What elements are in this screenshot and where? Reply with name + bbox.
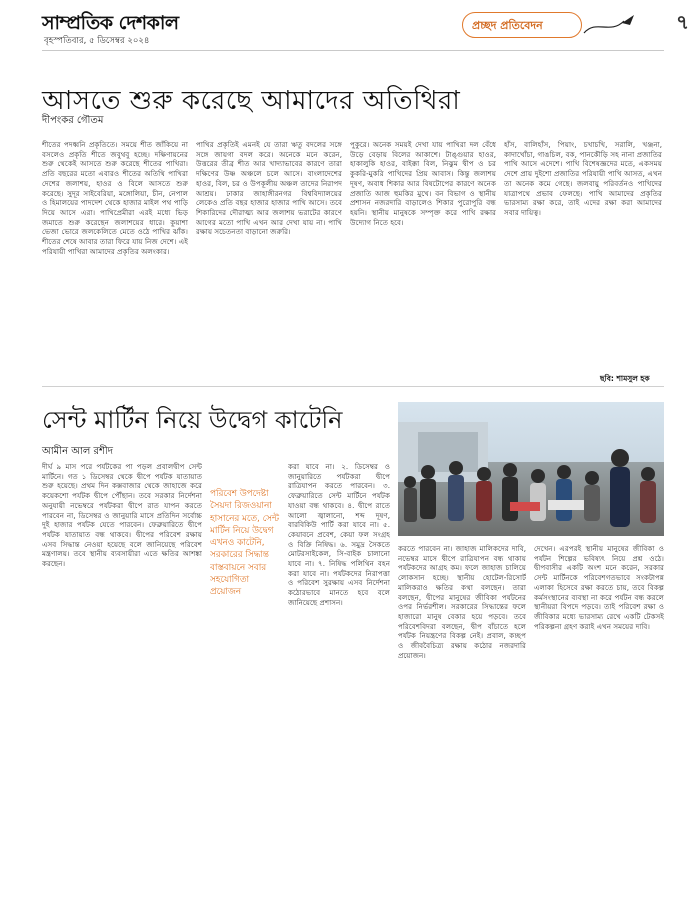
article1-byline: দীপংকর গৌতম: [42, 115, 104, 126]
article1-col3-text: পুকুরে। অনেক সময়ই দেখা যায় পাখিরা দল বেঁধে উড়ে বেড়ায় বিলের আকাশে। টাঙ্গুয়ার হাওর, হাকালুকি হাওর, বাইক্কা বিল, নিঝুম দ্বীপ ও চর কুকরি-মুকরি পাখিদের প্রিয় আবাস। কিন্তু জলাশয় দূষণ, অবাধ শিকার আর বিষটোপের কারণে অনেক প্রজাতি আজ হুমকির মুখে। বন বিভাগ ও স্থানীয় প্রশাসন নজরদারি বাড়ালেও শিকার পুরোপুরি বন্ধ হয়নি। স্থানীয় মানুষকে সম্পৃক্ত করে পাখি রক্ষার উদ্যোগ নিতে হবে।: [350, 140, 496, 227]
article2-col3-text: করতে পারবেন না। জাহাজ মালিকদের দাবি, নভেম্বর মাসে দ্বীপে রাত্রিযাপন বন্ধ থাকায় পর্যটকদের আগ্রহ কম। ফলে জাহাজ চালিয়ে লোকসান হচ্ছে। স্থানীয় হোটেল-রিসোর্ট মালিকরাও ক্ষতির কথা বলছেন। তারা বলছেন, দ্বীপের মানুষের জীবিকা পর্যটনের ওপর নির্ভরশীল। সরকারের সিদ্ধান্তের ফলে হাজারো মানুষ বেকার হয়ে পড়বে। তবে পরিবেশবিদরা বলছেন, দ্বীপ বাঁচাতে হলে পর্যটক নিয়ন্ত্রণের বিকল্প নেই। প্রবাল, কচ্ছপ ও জীববৈচিত্র্য রক্ষায় কঠোর নজরদারি প্রয়োজন।: [398, 544, 526, 660]
section-label: প্রচ্ছদ প্রতিবেদন: [472, 19, 543, 32]
page-header: [0, 0, 700, 55]
article2-byline: আমীন আল রশীদ: [42, 446, 114, 457]
article2-column-4: [534, 544, 664, 902]
crowd-photo-illustration: [398, 402, 664, 536]
article2-column-1: [42, 462, 202, 902]
newspaper-brand: সাম্প্রতিক দেশকাল: [42, 12, 179, 34]
article1-column-4: [504, 140, 662, 370]
article1-col4-text: হাঁস, বালিহাঁস, পিয়াং, চখাচখি, সরালি, খঞ্জনা, কাদাখোঁচা, গাঙচিল, বক, পানকৌড়ি সহ নানা প্রজাতির পাখি আসে এদেশে। পাখি বিশেষজ্ঞদের মতে, একসময় দেশে প্রায় দুইশো প্রজাতির পরিযায়ী পাখি আসত, এখন তা অনেক কমে গেছে। জলবায়ু পরিবর্তনও পাখিদের যাত্রাপথে প্রভাব ফেলছে। পাখি আমাদের প্রকৃতির ভারসাম্য রক্ষা করে, তাই এদের রক্ষা করা আমাদের সবার দায়িত্ব।: [504, 140, 662, 217]
dateline: বৃহস্পতিবার, ৫ ডিসেম্বর ২০২৪: [44, 36, 150, 46]
pull-quote: পরিবেশ উপদেষ্টা সৈয়দা রিজওয়ানা হাসানের মতে, সেন্ট মার্টিন নিয়ে উদ্বেগ এখনও কাটেনি, সরকারের সিদ্ধান্ত বাস্তবায়নে সবার সহযোগিতা প্রয়োজন: [210, 489, 279, 598]
article1-col2-text: পাখির প্রকৃতিই এমনই যে তারা ঋতু বদলের সঙ্গে সঙ্গে জায়গা বদল করে। অনেকে মনে করেন, উত্তরের তীব্র শীত আর খাদ্যাভাবের কারণে তারা দক্ষিণের উষ্ণ অঞ্চলে চলে আসে। বাংলাদেশের হাওর, বিল, চর ও উপকূলীয় অঞ্চল তাদের নিরাপদ আশ্রয়। ঢাকার জাহাঙ্গীরনগর বিশ্ববিদ্যালয়ের লেকেও প্রতি বছর হাজার হাজার পাখি আসে। তবে শিকারিদের দৌরাত্ম্য আর জলাশয় ভরাটের কারণে আগের মতো পাখি এখন আর দেখা যায় না। পাখি রক্ষায় সচেতনতা বাড়ানো জরুরি।: [196, 140, 342, 237]
article1-headline: আসতে শুরু করেছে আমাদের অতিথিরা: [42, 86, 461, 116]
article1-column-1: [42, 140, 188, 380]
page-number: ৭: [676, 10, 690, 34]
article2-headline: সেন্ট মার্টিন নিয়ে উদ্বেগ কাটেনি: [42, 406, 343, 434]
article1-column-3: [350, 140, 496, 380]
article2-col1-text: দীর্ঘ ৯ মাস পরে পর্যটকের পা পড়ল প্রবালদ্বীপ সেন্ট মার্টিনে। গত ১ ডিসেম্বর থেকে দ্বীপে পর্যটক যাতায়াত শুরু হয়েছে। প্রথম দিন কক্সবাজার থেকে জাহাজে করে কয়েকশো পর্যটক দ্বীপে পৌঁছান। তবে সরকার নির্দেশনা অনুযায়ী নভেম্বরে পর্যটকরা দ্বীপে রাত যাপন করতে পারবেন না, ডিসেম্বর ও জানুয়ারি মাসে প্রতিদিন সর্বোচ্চ দুই হাজার পর্যটক যেতে পারবেন। ফেব্রুয়ারিতে দ্বীপে পর্যটক যাতায়াত বন্ধ থাকবে। দ্বীপের পরিবেশ রক্ষায় এসব সিদ্ধান্ত নেওয়া হয়েছে বলে জানিয়েছে পরিবেশ মন্ত্রণালয়। তবে স্থানীয় ব্যবসায়ীরা এতে ক্ষতির আশঙ্কা করছেন।: [42, 462, 202, 569]
article2-col4-text: দেখেন। এরপরই স্থানীয় মানুষের জীবিকা ও পর্যটন শিল্পের ভবিষ্যৎ নিয়ে প্রশ্ন ওঠে। দ্বীপবাসীর একটি অংশ মনে করেন, সরকার সেন্ট মার্টিনকে পরিবেশগতভাবে সংকটাপন্ন এলাকা হিসেবে রক্ষা করতে চায়, তবে বিকল্প কর্মসংস্থানের ব্যবস্থা না করে পর্যটন বন্ধ করলে স্থানীয়রা বিপদে পড়বে। তাই পরিবেশ রক্ষা ও জীবিকার মধ্যে ভারসাম্য রেখে একটি টেকসই পরিকল্পনা গ্রহণ করাই এখন সময়ের দাবি।: [534, 544, 664, 631]
article2-column-2: [288, 462, 390, 902]
article-divider: [42, 386, 664, 387]
section-tag: [462, 10, 647, 42]
article1-column-2: [196, 140, 342, 380]
article2-column-3: [398, 544, 526, 902]
header-divider: [42, 50, 664, 51]
pen-flourish-icon: [580, 13, 640, 39]
saint-martin-photo: [398, 402, 664, 536]
article2-col2-text: করা যাবে না। ২. ডিসেম্বর ও জানুয়ারিতে পর্যটকরা দ্বীপে রাত্রিযাপন করতে পারবেন। ৩. ফেব্রুয়ারিতে সেন্ট মার্টিনে পর্যটক যাওয়া বন্ধ থাকবে। ৪. দ্বীপে রাতে আলো জ্বালানো, শব্দ দূষণ, বারবিকিউ পার্টি করা যাবে না। ৫. কেয়াবনে প্রবেশ, কেয়া ফল সংগ্রহ ও বিক্রি নিষিদ্ধ। ৬. সমুদ্র সৈকতে মোটরসাইকেল, সি-বাইক চালানো যাবে না। ৭. নিষিদ্ধ পলিথিন বহন করা যাবে না। পর্যটকদের নিরাপত্তা ও পরিবেশ সুরক্ষায় এসব নির্দেশনা কঠোরভাবে মানতে হবে বলে জানিয়েছে প্রশাসন।: [288, 462, 390, 607]
photo-credit: ছবি: শামসুল হক: [600, 374, 650, 383]
article1-col1-text: শীতের পদধ্বনি প্রকৃতিতে। সময়ে শীত জাঁকিয়ে না বসলেও প্রকৃতি শীতে জবুথবু হচ্ছে। দক্ষিণায়নের শুরু থেকেই আসতে শুরু করেছে শীতের পাখিরা। প্রতি বছরের মতো এবারও শীতের অতিথি পাখিরা দেশের জলাশয়, হাওর ও বিলে আসতে শুরু করেছে। সুদূর সাইবেরিয়া, মঙ্গোলিয়া, চীন, নেপাল ও হিমালয়ের পাদদেশ থেকে হাজার মাইল পথ পাড়ি দিয়ে আসে এরা। পাখিপ্রেমীরা এরই মধ্যে ভিড় জমাতে শুরু করেছেন জলাশয়ের ধারে। কুয়াশা ভেজা ভোরে জলকেলিতে মেতে ওঠে পাখির ঝাঁক। শীতের শেষে আবার তারা ফিরে যায় নিজ দেশে। এই পরিযায়ী পাখিরা আমাদের প্রকৃতির অলংকার।: [42, 140, 188, 256]
